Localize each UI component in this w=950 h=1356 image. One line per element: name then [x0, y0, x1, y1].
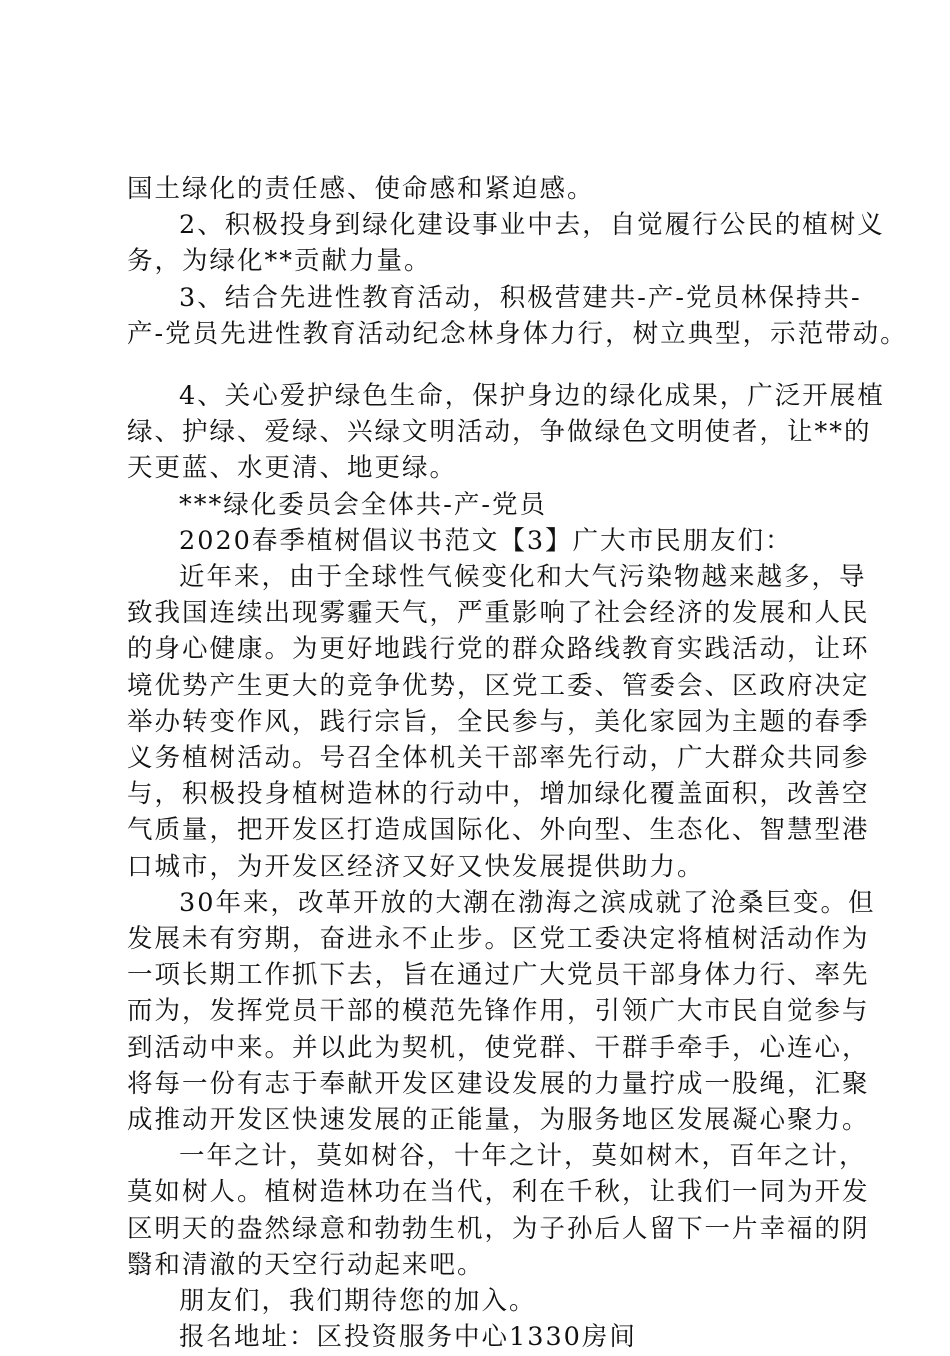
text-line: 一年之计，莫如树谷，十年之计，莫如树木，百年之计，: [179, 1141, 867, 1172]
text-line: 国土绿化的责任感、使命感和紧迫感。: [127, 174, 595, 204]
text-line: 3、结合先进性教育活动，积极营建共-产-党员林保持共-: [179, 282, 862, 313]
text-line: 绿、护绿、爱绿、兴绿文明活动，争做绿色文明使者，让**的: [127, 417, 872, 448]
text-line: 口城市，为开发区经济又好又快发展提供助力。: [127, 851, 705, 882]
text-line: 朋友们，我们期待您的加入。: [179, 1286, 537, 1317]
paragraph-gap: [127, 352, 832, 378]
text-line: 境优势产生更大的竞争优势，区党工委、管委会、区政府决定: [127, 670, 870, 701]
text-line: 天更蓝、水更清、地更绿。: [127, 453, 458, 484]
text-line: 气质量，把开发区打造成国际化、外向型、生态化、智慧型港: [127, 815, 870, 846]
text-line: 一项长期工作抓下去，旨在通过广大党员干部身体力行、率先: [127, 960, 870, 991]
text-line: 到活动中来。并以此为契机，使党群、干群手牵手，心连心，: [127, 1032, 870, 1063]
text-line: 将每一份有志于奉献开发区建设发展的力量拧成一股绳，汇聚: [127, 1068, 870, 1099]
text-line: 的身心健康。为更好地践行党的群众路线教育实践活动，让环: [127, 634, 870, 665]
text-line: 与，积极投身植树造林的行动中，增加绿化覆盖面积，改善空: [127, 779, 870, 810]
text-line: 2、积极投身到绿化建设事业中去，自觉履行公民的植树义: [179, 210, 885, 241]
text-line: 4、关心爱护绿色生命，保护身边的绿化成果，广泛开展植: [179, 381, 885, 412]
text-line: 报名地址：区投资服务中心1330房间: [179, 1322, 637, 1353]
text-line: 区明天的盎然绿意和勃勃生机，为子孙后人留下一片幸福的阴: [127, 1213, 870, 1244]
text-line: 翳和清澈的天空行动起来吧。: [127, 1249, 485, 1280]
text-line: 发展未有穷期，奋进永不止步。区党工委决定将植树活动作为: [127, 924, 870, 955]
text-line: 举办转变作风，践行宗旨，全民参与，美化家园为主题的春季: [127, 706, 870, 737]
text-line: 务，为绿化**贡献力量。: [127, 246, 432, 277]
text-line: 近年来，由于全球性气候变化和大气污染物越来越多，导: [179, 562, 867, 593]
text-line: 成推动开发区快速发展的正能量，为服务地区发展凝心聚力。: [127, 1105, 870, 1136]
text-line: 产-党员先进性教育活动纪念林身体力行，树立典型，示范带动。: [127, 318, 908, 349]
signature-line: ***绿化委员会全体共-产-党员: [179, 489, 547, 520]
document-body: [127, 171, 908, 1356]
text-line: 致我国连续出现雾霾天气，严重影响了社会经济的发展和人民: [127, 598, 870, 629]
text-line: 莫如树人。植树造林功在当代，利在千秋，让我们一同为开发: [127, 1177, 870, 1208]
section-heading: 2020春季植树倡议书范文【3】广大市民朋友们：: [179, 525, 793, 556]
text-line: 而为，发挥党员干部的模范先锋作用，引领广大市民自觉参与: [127, 996, 870, 1027]
text-line: 义务植树活动。号召全体机关干部率先行动，广大群众共同参: [127, 743, 870, 774]
text-line: 30年来，改革开放的大潮在渤海之滨成就了沧桑巨变。但: [179, 887, 876, 918]
